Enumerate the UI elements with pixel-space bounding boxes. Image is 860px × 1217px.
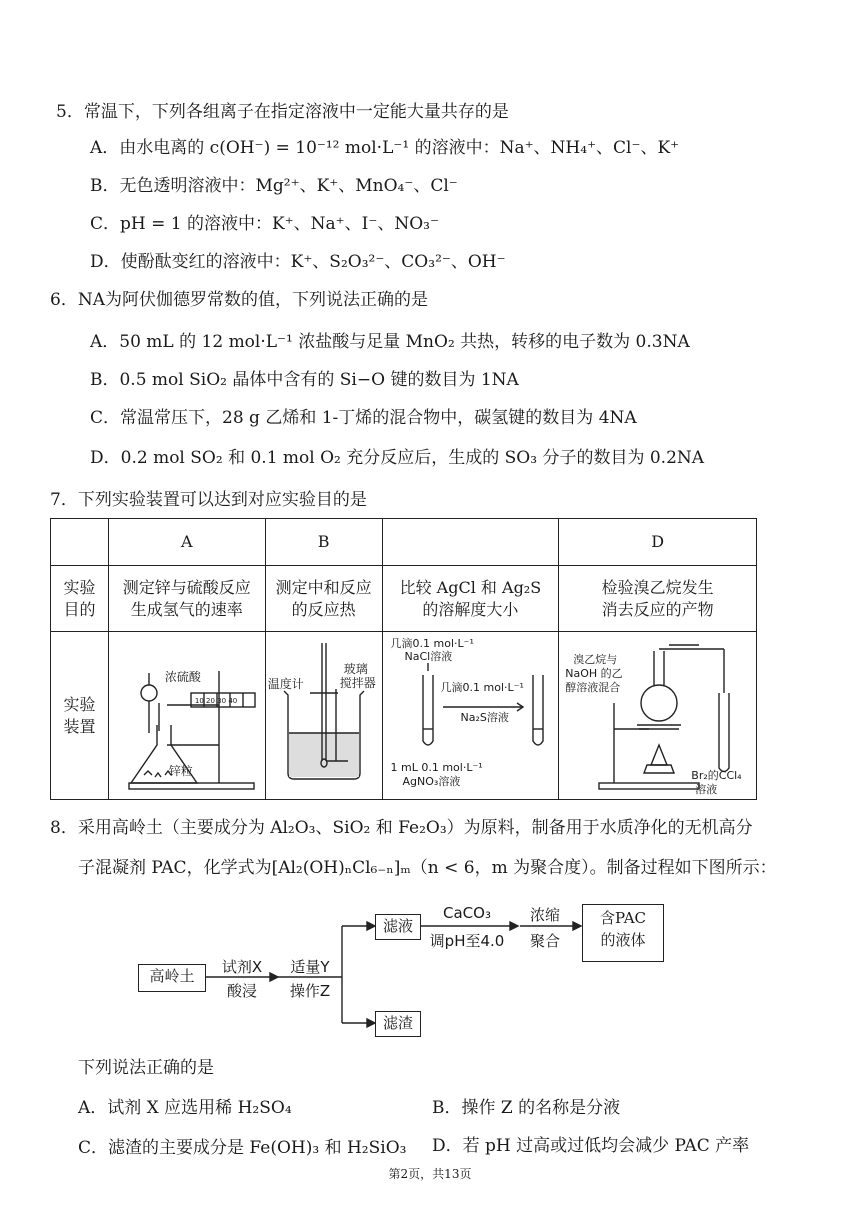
- q5-option-a: A．由水电离的 c(OH⁻) = 10⁻¹² mol·L⁻¹ 的溶液中：Na⁺、NH₄⁺、Cl⁻、K⁺: [90, 138, 680, 158]
- q8-stem-line2: 子混凝剂 PAC，化学式为[Al₂(OH)ₙCl₆₋ₙ]ₘ（n < 6，m 为聚合度）。制备过程如下图所示：: [78, 858, 777, 878]
- header-a: A: [108, 519, 265, 566]
- label-syringe-scale: 10 20 30 40: [194, 696, 238, 705]
- apparatus-a: [108, 632, 265, 800]
- label-bromoethane: 溴乙烷与: [573, 652, 618, 666]
- flow-step2-reagent: 适量Y: [290, 958, 330, 976]
- flow-step1-reagent: 试剂X: [221, 958, 263, 976]
- purpose-a: 测定锌与硫酸反应 生成氢气的速率: [108, 566, 265, 632]
- q5-stem: 5．常温下，下列各组离子在指定溶液中一定能大量共存的是: [56, 102, 509, 122]
- q5-option-b: B．无色透明溶液中：Mg²⁺、K⁺、MnO₄⁻、Cl⁻: [90, 176, 458, 196]
- label-glass: 玻璃: [343, 661, 368, 676]
- table-row-apparatus: [51, 632, 757, 800]
- flow-step3-ph: 调pH至4.0: [429, 932, 505, 950]
- label-solution: 溶液: [695, 782, 718, 796]
- header-blank: [51, 519, 109, 566]
- flow-product: 含PAC 的液体: [582, 904, 664, 962]
- flow-step4-polymerize: 聚合: [529, 932, 560, 950]
- label-alcohol-mix: 醇溶液混合: [565, 680, 621, 694]
- label-conc-sulfuric: 浓硫酸: [164, 669, 201, 684]
- label-stirrer: 搅拌器: [339, 675, 376, 690]
- q8-prompt: 下列说法正确的是: [78, 1058, 214, 1078]
- q6-option-d: D．0.2 mol SO₂ 和 0.1 mol O₂ 充分反应后，生成的 SO₃ 分子的数目为 0.2NA: [90, 448, 705, 468]
- page-footer: 第2页，共13页: [388, 1167, 472, 1181]
- label-nacl-conc: 几滴0.1 mol·L⁻¹: [390, 636, 474, 650]
- apparatus-c: [382, 632, 559, 800]
- label-zinc: 锌粒: [168, 763, 193, 778]
- flow-step2-operation: 操作Z: [289, 982, 331, 1000]
- label-na2s-conc: 几滴0.1 mol·L⁻¹: [440, 680, 524, 694]
- q6-option-a: A．50 mL 的 12 mol·L⁻¹ 浓盐酸与足量 MnO₂ 共热，转移的电子数为 0.3NA: [90, 332, 690, 352]
- calorimeter-beaker-icon: [266, 633, 383, 799]
- flow-step1-acid-leach: 酸浸: [226, 982, 257, 1000]
- purpose-b: 测定中和反应 的反应热: [265, 566, 382, 632]
- flow-filtrate: 滤液: [375, 914, 421, 940]
- flow-step4-concentrate: 浓缩: [529, 906, 560, 924]
- apparatus-d: [559, 632, 757, 800]
- q8-stem-line1: 8．采用高岭土（主要成分为 Al₂O₃、SiO₂ 和 Fe₂O₃）为原料，制备用于水质净化的无机高分: [50, 818, 753, 838]
- label-nacl: NaCl溶液: [404, 649, 453, 663]
- q6-stem: 6．NA为阿伏伽德罗常数的值，下列说法正确的是: [50, 290, 428, 310]
- q8-option-a: A．试剂 X 应选用稀 H₂SO₄: [78, 1098, 292, 1118]
- row-label-apparatus: 实验 装置: [51, 632, 109, 800]
- flow-start-kaolin: 高岭土: [138, 964, 206, 992]
- label-agno3: AgNO₃溶液: [402, 774, 461, 788]
- row-label-purpose: 实验 目的: [51, 566, 109, 632]
- table-header-row: [51, 519, 757, 566]
- q5-option-d: D．使酚酞变红的溶液中：K⁺、S₂O₃²⁻、CO₃²⁻、OH⁻: [90, 252, 506, 272]
- apparatus-b: [265, 632, 382, 800]
- label-agno3-conc: 1 mL 0.1 mol·L⁻¹: [390, 760, 483, 774]
- q6-option-c: C．常温常压下，28 g 乙烯和 1-丁烯的混合物中，碳氢键的数目为 4NA: [90, 408, 637, 428]
- q8-option-d: D．若 pH 过高或过低均会减少 PAC 产率: [432, 1136, 750, 1156]
- q5-option-c: C．pH = 1 的溶液中：K⁺、Na⁺、I⁻、NO₃⁻: [90, 214, 439, 234]
- header-d: D: [559, 519, 757, 566]
- header-c: [382, 519, 559, 566]
- q7-stem: 7．下列实验装置可以达到对应实验目的是: [50, 490, 367, 510]
- q8-option-b: B．操作 Z 的名称是分液: [432, 1098, 621, 1118]
- q7-experiment-table: [50, 518, 757, 800]
- table-row-purpose: [51, 566, 757, 632]
- label-na2s: Na₂S溶液: [460, 710, 509, 724]
- q8-option-c: C．滤渣的主要成分是 Fe(OH)₃ 和 H₂SiO₃: [78, 1138, 407, 1158]
- purpose-d: 检验溴乙烷发生 消去反应的产物: [559, 566, 757, 632]
- header-b: B: [265, 519, 382, 566]
- label-naoh: NaOH 的乙: [565, 666, 623, 680]
- purpose-c: 比较 AgCl 和 Ag₂S 的溶解度大小: [382, 566, 559, 632]
- label-thermometer: 温度计: [267, 676, 304, 691]
- label-br2-ccl4: Br₂的CCl₄: [691, 768, 742, 782]
- flow-residue: 滤渣: [375, 1011, 421, 1037]
- flow-step3-caco3: CaCO₃: [443, 904, 491, 922]
- q6-option-b: B．0.5 mol SiO₂ 晶体中含有的 Si−O 键的数目为 1NA: [90, 370, 519, 390]
